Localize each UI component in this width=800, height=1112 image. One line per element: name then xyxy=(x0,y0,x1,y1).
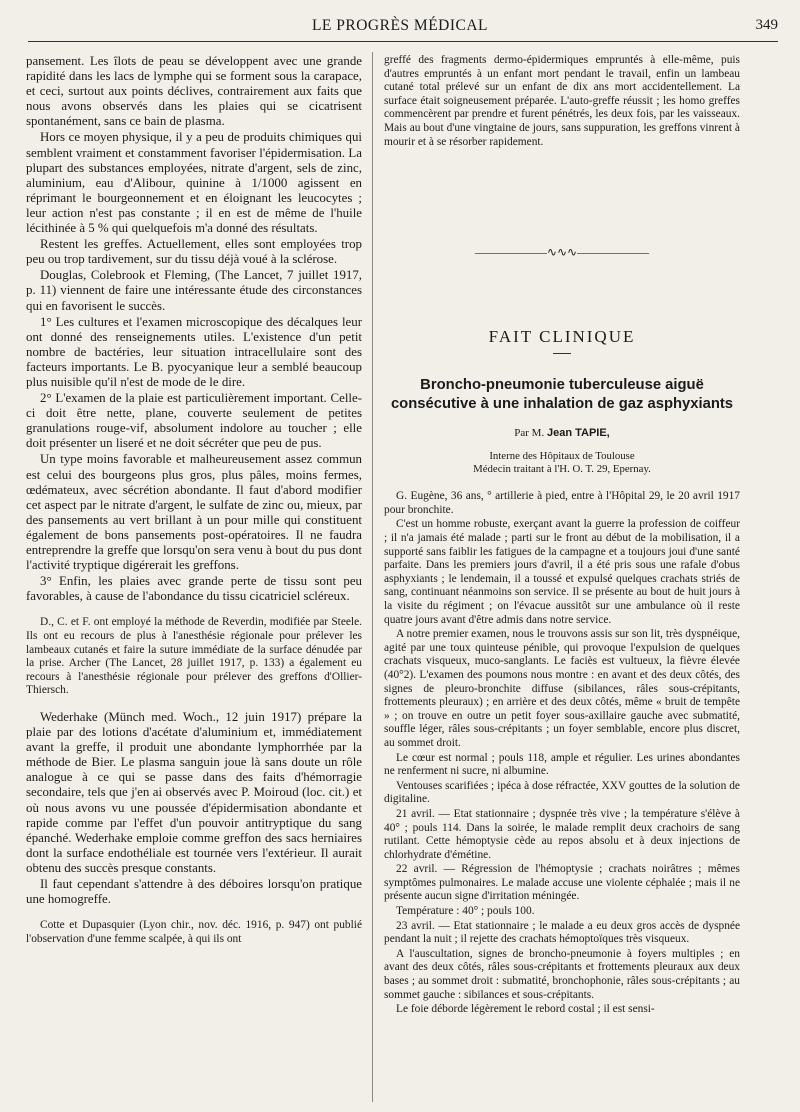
small-paragraph: Cotte et Dupasquier (Lyon chir., nov. déc. 1916, p. 947) ont publié l'observation d'une femme scalpée, à qui ils ont xyxy=(26,919,362,945)
paragraph: Le foie déborde légèrement le rebord costal ; il est sensi- xyxy=(396,1003,655,1016)
paragraph: 21 avril. — Etat stationnaire ; dyspnée très vive ; la température s'élève à 40° ; pouls 114. Dans la soirée, le malade remplit deux crachoirs de sang rutilant. Cette hémoptysie cède au repos absolu et à deux injections de chlorhydrate d'émétine. xyxy=(384,807,740,861)
paragraph: Un type moins favorable et malheureusement assez commun est celui des bourgeons plus gros, plus pâles, moins fermes, œdémateux, avec sécrétion abondante. Il faut d'abord modifier cet aspect par le nitrate d'argent, le sulfate de zinc ou, mieux, par des pansements au vert brillant à un pour mille qui constituent également de bons pansements post-opératoires. Il ne faudra entreprendre la greffe que lorsqu'on sera venu à bout du pus dont l'activité tryptique digérerait les greffons. xyxy=(26,452,362,573)
section-label: FAIT CLINIQUE xyxy=(488,326,636,346)
paragraph: Hors ce moyen physique, il y a peu de produits chimiques qui semblent vraiment et constamment favoriser l'épidermisation. La plupart des substances employées, nitrate d'argent, sels de zinc, aluminium, eau d'Alibour, quinine à 1/1000 agissent en réprimant le bourgeonnement et en éloignant les leucocytes ; leur action n'est pas constante ; il en est de même de l'huile lécithinée à 5 % qui quelquefois m'a donné des résultats. xyxy=(26,130,362,236)
paragraph: 2° L'examen de la plaie est particulièrement important. Celle-ci doit être nette, plane, couverte seulement de petites granulations rouge-vif, absolument indolore au toucher ; elle doit présenter un liseré et ne doit sécréter que peu de pus. xyxy=(26,391,362,451)
affiliation-line: Interne des Hôpitaux de Toulouse xyxy=(489,450,635,463)
page-number: 349 xyxy=(755,17,778,33)
paragraph: A l'auscultation, signes de broncho-pneumonie à foyers multiples ; en avant des deux côtés, râles sous-crépitants et frottements pleuraux aux deux bases ; au sommet droit : submatité, bronchophonie, râles sous-crépitants ; au sommet gauche : sibilances et sous-crépitants. xyxy=(384,947,740,1001)
paragraph: Douglas, Colebrook et Fleming, (The Lancet, 7 juillet 1917, p. 11) viennent de faire une intéressante étude des circonstances qui en favorisent le succès. xyxy=(26,268,362,313)
paragraph: G. Eugène, 36 ans, ° artillerie à pied, entre à l'Hôpital 29, le 20 avril 1917 pour bronchite. xyxy=(384,490,740,516)
paragraph: pansement. Les îlots de peau se développent avec une grande rapidité dans les lacs de lymphe qui se forment sous la carapace, et ceci, surtout aux points déclives, contrairement aux faits que nous avons observés dans les plaies qui se cicatrisent spontanément, sans ce bain de plasma. xyxy=(26,54,362,129)
paragraph: 3° Enfin, les plaies avec grande perte de tissu sont peu favorables, à cause de l'abondance du tissu cicatriciel scléreux. xyxy=(26,574,362,604)
small-paragraph: D., C. et F. ont employé la méthode de Reverdin, modifiée par Steele. Ils ont eu recours de plus à l'anesthésie régionale pour prélever les lambeaux cutanés et faire la suture immédiate de la surface dénudée par la prise. Archer (The Lancet, 28 juillet 1917, p. 133) a également eu recours à l'anesthésie régionale pour prélever des greffons d'Ollier-Thiersch. xyxy=(26,616,362,697)
paragraph: Le cœur est normal ; pouls 118, ample et régulier. Les urines abondantes ne renferment ni sucre, ni albumine. xyxy=(384,751,740,778)
byline xyxy=(384,426,740,441)
left-column xyxy=(26,54,362,947)
running-title: LE PROGRÈS MÉDICAL xyxy=(311,17,489,34)
paragraph: Restent les greffes. Actuellement, elles sont employées trop peu ou trop tardivement, sur du tissu déjà voué à la sclérose. xyxy=(26,237,362,267)
right-column xyxy=(384,54,740,1018)
article-title: Broncho-pneumonie tuberculeuse aiguë consécutive à une inhalation de gaz asphyxiants xyxy=(390,376,734,412)
page-header xyxy=(0,0,800,48)
paragraph: 22 avril. — Régression de l'hémoptysie ; crachats noirâtres ; mêmes symptômes pulmonaires. Le malade accuse une violente céphalée ; mais il ne présente aucun signe d'irritation méningée. xyxy=(384,863,740,903)
paragraph: 1° Les cultures et l'examen microscopique des décalques leur ont donné des renseignements utiles. L'existence d'un petit nombre de bactéries, leur situation intracellulaire sont des facteurs importants. Le B. pyocyanique leur a semblé beaucoup plus nuisible qu'il n'est de mode de le dire. xyxy=(26,314,362,389)
ornament-divider: ——————∿∿∿—————— xyxy=(474,245,650,260)
case-report-body xyxy=(384,490,740,1017)
author-name: Jean TAPIE, xyxy=(546,426,610,439)
paragraph: A notre premier examen, nous le trouvons assis sur son lit, très dyspnéique, agité par une toux quinteuse pénible, qui provoque l'expulsion de quelques crachats visqueux, muco-sanglants. Le faciès est vultueux, la fièvre élevée (40°2). L'examen des poumons nous montre : en avant et des deux côtés, des signes de pleuro-bronchite diffuse (sibilances, râles sous-crépitants, frottements pleuraux) ; en arrière et des deux côtés, même « bruit de tempête » ; on trouve en outre un petit foyer sous-axillaire gauche avec submatité, souffle léger, râles sous-crépitants ; un foyer semblable, encore plus discret, au sommet droit. xyxy=(384,628,740,749)
affiliation xyxy=(384,450,740,476)
paragraph: Il faut cependant s'attendre à des déboires lorsqu'on pratique une homogreffe. xyxy=(26,876,362,907)
column-divider xyxy=(372,52,373,1102)
paragraph: Température : 40° ; pouls 100. xyxy=(396,905,535,918)
paragraph: Ventouses scarifiées ; ipéca à dose réfractée, XXV gouttes de la solution de digitaline. xyxy=(384,779,740,806)
paragraph: C'est un homme robuste, exerçant avant la guerre la profession de coiffeur ; il n'a jamais été malade ; parti sur le front au début de la mobilisation, il a supporté sans faiblir les fatigues de la campagne et a toujours joui d'une santé parfaite. Dans les premiers jours d'avril, il a été pris sous une rafale d'obus asphyxiants ; le lendemain, il a toussé et expulsé quelques crachats striés de sang, continuant néanmoins son service. Il se présente au bout de huit jours à la visite du régiment ; on l'évacue aussitôt sur une ambulance où il reste quatre jours avant d'être admis dans notre service. xyxy=(384,518,740,626)
short-rule xyxy=(553,353,571,354)
affiliation-line: Médecin traitant à l'H. O. T. 29, Epernay. xyxy=(473,463,651,476)
left-main-text xyxy=(26,54,362,604)
header-rule xyxy=(28,41,778,42)
paragraph: Wederhake (Münch med. Woch., 12 juin 1917) prépare la plaie par des lotions d'acétate d'aluminium et, immédiatement avant la greffe, il produit une abondante lymphorrhée par la méthode de Bier. Le plasma sanguin joue là sans doute un rôle analogue à ce qui se passe dans des faits d'hémorragie secondaire, tels que j'en ai observés avec P. Moiroud (loc. cit.) et où nous avons vu une poussée d'épidermisation abondante et rapide comme par l'effet d'un pouvoir antitryptique du sang épanché. Wederhake emploie comme greffon des sacs herniaires dont la surface endothéliale est tournée vers l'extérieur. Il aurait obtenu des succès presque constants. xyxy=(26,709,362,875)
left-main-text-2 xyxy=(26,710,362,907)
byline-prefix: Par M. xyxy=(514,426,545,439)
continued-paragraph: greffé des fragments dermo-épidermiques empruntés à elle-même, puis d'autres empruntés à un enfant mort pendant le travail, enfin un lambeau cutané total prélevé sur un enfant de dix ans mort accidentellement. La surface était soigneusement préparée. L'auto-greffe réussit ; les homo greffes commencèrent par prendre et furent pénétrés, les deux fois, par les vaisseaux. Mais au bout d'une vingtaine de jours, sans suppuration, les greffons vinrent à mourir et à se résorber rapidement. xyxy=(384,54,740,148)
paragraph: 23 avril. — Etat stationnaire ; le malade a eu deux gros accès de dyspnée pendant la nuit ; il rejette des crachats hémoptoïques très visqueux. xyxy=(384,919,740,946)
